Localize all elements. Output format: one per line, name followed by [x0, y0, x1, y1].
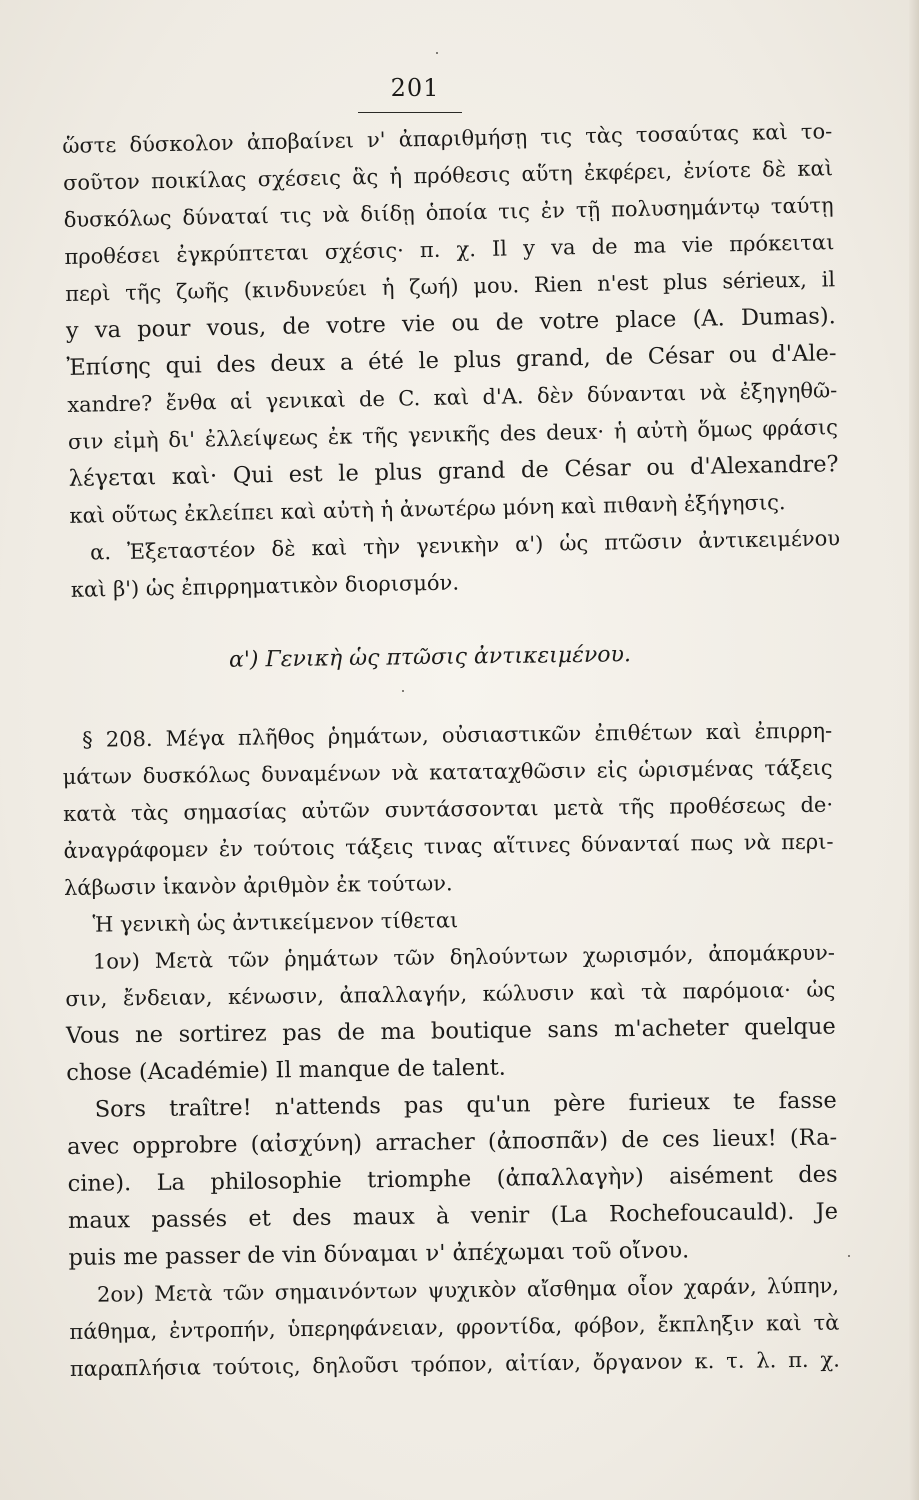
paper-speck [848, 1255, 850, 1257]
text-line: παραπλήσια τούτοις, δηλοῦσι τρόπον, αἰτίαν, ὄργανον κ. τ. λ. π. χ. [69, 1347, 840, 1381]
text-line: maux passés et des maux à venir (La Rochefoucauld). Je [67, 1198, 839, 1234]
text-line: πάθημα, ἐντροπήν, ὑπερηφάνειαν, φροντίδα, φόβον, ἔκπληξιν καὶ τὰ [69, 1310, 840, 1344]
text-line: λάβωσιν ἱκανὸν ἀριθμὸν ἐκ τούτων. [63, 871, 453, 900]
text-line: cine). La philosophie triomphe (ἀπαλλαγὴν) aisément des [67, 1161, 838, 1197]
text-line: σιν εἰμὴ δι' ἐλλείψεως ἐκ τῆς γενικῆς des deux· ἡ αὐτὴ ὅμως φράσις [67, 415, 839, 454]
text-line: λέγεται καὶ· Qui est le plus grand de César ou d'Alexandre? [68, 451, 839, 492]
text-line: α. Ἐξεταστέον δὲ καὶ τὴν γενικὴν α') ὡς πτῶσιν ἀντικειμένου [89, 526, 841, 565]
text-line: y va pour vous, de votre vie ou de votre place (A. Dumas). [65, 303, 837, 344]
text-line: xandre? ἔνθα αἱ γενικαὶ de C. καὶ d'A. δὲν δύνανται νὰ ἐξηγηθῶ- [67, 378, 838, 417]
text-line: δυσκόλως δύναταί τις νὰ διίδῃ ὁποία τις ἐν τῇ πολυσημάντῳ ταύτῃ [63, 193, 834, 232]
text-line: καὶ οὕτως ἐκλείπει καὶ αὐτὴ ἡ ἀνωτέρω μόνη καὶ πιθανὴ ἐξήγησις. [69, 490, 786, 528]
section-paragraph-start: § 208. Μέγα πλῆθος ῥημάτων, οὐσιαστικῶν ἐπιθέτων καὶ ἐπιρρη- [82, 718, 833, 752]
page-edge-shadow [909, 0, 919, 1500]
text-line: κατὰ τὰς σημασίας αὐτῶν συντάσσονται μετὰ τῆς προθέσεως de· [62, 792, 834, 826]
paragraph-block-2 [62, 713, 840, 1388]
text-line: ἀναγράφομεν ἐν τούτοις τάξεις τινας αἵτινες δύνανταί πως νὰ περι- [63, 829, 834, 863]
text-line: chose (Académie) Il manque de talent. [66, 1054, 506, 1086]
text-line: avec opprobre (αἰσχύνη) arracher (ἀποσπᾶν) de ces lieux! (Ra- [67, 1124, 838, 1160]
page-number-rule [358, 112, 462, 113]
page-number: 201 [390, 74, 440, 102]
text-line: περὶ τῆς ζωῆς (κινδυνεύει ἡ ζωή) μου. Rien n'est plus sérieux, il [64, 267, 836, 306]
text-line: Ἐπίσης qui des deux a été le plus grand, de César ou d'Ale- [66, 340, 837, 381]
text-line: σιν, ἔνδειαν, κένωσιν, ἀπαλλαγήν, κώλυσιν καὶ τὰ παρόμοια· ὡς [65, 977, 836, 1011]
text-line: Vous ne sortirez pas de ma boutique sans m'acheter quelque [65, 1013, 836, 1049]
text-line: Sors traître! n'attends pas qu'un père furieux te fasse [94, 1087, 837, 1123]
section-heading: α') Γενικὴ ὡς πτῶσις ἀντικειμένου. [228, 642, 632, 673]
text-line: 1ον) Μετὰ τῶν ῥημάτων τῶν δηλούντων χωρισμόν, ἀπομάκρυν- [92, 940, 836, 974]
paper-speck [402, 690, 404, 692]
text-line: προθέσει ἐγκρύπτεται σχέσις· π. χ. Il y va de ma vie πρόκειται [64, 230, 835, 269]
text-line: Ἡ γενικὴ ὡς ἀντικείμενον τίθεται [92, 908, 459, 937]
text-line: puis me passer de vin δύναμαι ν' ἀπέχωμαι τοῦ οἴνου. [68, 1237, 690, 1271]
text-line: ὥστε δύσκολον ἀποβαίνει ν' ἀπαριθμήσῃ τις τὰς τοσαύτας καὶ το- [62, 119, 833, 158]
text-line: 2ον) Μετὰ τῶν σημαινόντων ψυχικὸν αἴσθημα οἷον χαράν, λύπην, [96, 1273, 840, 1307]
paragraph-block-1 [62, 113, 841, 609]
text-line: μάτων δυσκόλως δυναμένων νὰ καταταχθῶσιν εἰς ὡρισμένας τάξεις [62, 755, 833, 789]
text-line: καὶ β') ὡς ἐπιρρηματικὸν διορισμόν. [70, 570, 460, 602]
paper-speck [436, 52, 438, 54]
text-line: σοῦτον ποικίλας σχέσεις ἃς ἡ πρόθεσις αὕτη ἐκφέρει, ἐνίοτε δὲ καὶ [62, 156, 834, 195]
